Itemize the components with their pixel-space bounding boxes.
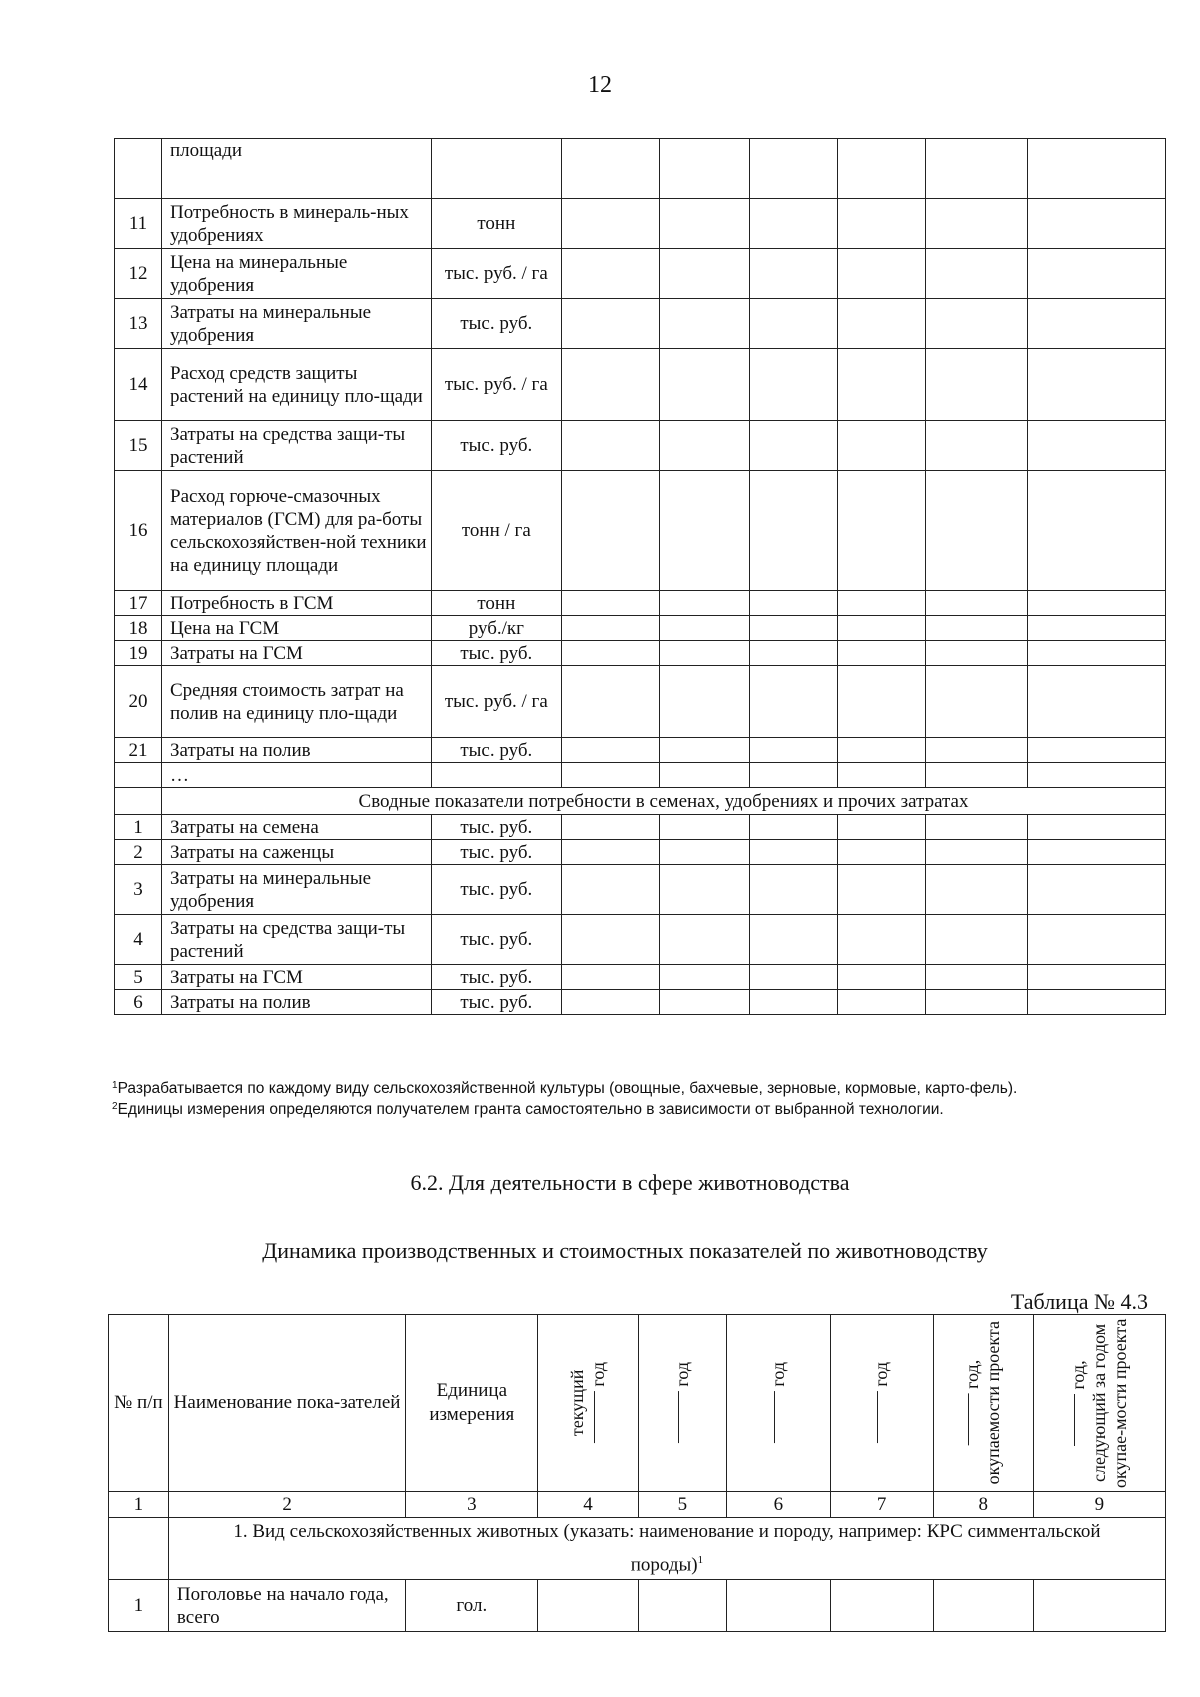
row-number: 16 <box>115 471 162 591</box>
value-cell <box>1028 815 1166 840</box>
row-name: Затраты на семена <box>162 815 432 840</box>
value-cell <box>562 591 660 616</box>
value-cell <box>750 349 838 421</box>
row-number: 5 <box>115 965 162 990</box>
value-cell <box>562 763 660 788</box>
value-cell <box>1028 616 1166 641</box>
table-row <box>115 965 1166 990</box>
value-cell <box>562 815 660 840</box>
value-cell <box>750 990 838 1015</box>
footnote-1: $^1$Разрабатывается по каждому виду сельскохозяйственной культуры (овощные, бахчевые, зерновые, кормовые, карто-фель). <box>112 1080 1018 1097</box>
value-cell <box>925 299 1027 349</box>
value-cell <box>660 965 750 990</box>
section-text: 1. Вид сельскохозяйственных животных (указать: наименование и породу, например: КРС симментальской породы) <box>233 1521 1101 1576</box>
value-cell <box>837 349 925 421</box>
value-cell <box>660 421 750 471</box>
value-cell <box>1028 915 1166 965</box>
row-number: 19 <box>115 641 162 666</box>
value-cell <box>1028 763 1166 788</box>
row-number: 3 <box>115 865 162 915</box>
table-row <box>115 840 1166 865</box>
value-cell <box>750 865 838 915</box>
value-cell <box>925 641 1027 666</box>
value-cell <box>925 915 1027 965</box>
row-unit: руб./кг <box>431 616 562 641</box>
value-cell <box>660 471 750 591</box>
row-name: Цена на минеральные удобрения <box>162 249 432 299</box>
header-year-6: год <box>727 1315 830 1492</box>
page-number: 12 <box>588 72 612 98</box>
table-row <box>115 591 1166 616</box>
row-number <box>115 788 162 815</box>
table-row <box>115 763 1166 788</box>
table-row <box>115 471 1166 591</box>
value-cell <box>925 591 1027 616</box>
value-cell <box>925 471 1027 591</box>
value-cell <box>660 990 750 1015</box>
row-unit <box>431 763 562 788</box>
row-unit: тыс. руб. <box>431 421 562 471</box>
value-cell <box>837 666 925 738</box>
column-number: 9 <box>1033 1492 1165 1518</box>
value-cell <box>1028 865 1166 915</box>
value-cell <box>837 471 925 591</box>
header-num: № п/п <box>109 1315 169 1492</box>
row-number: 4 <box>115 915 162 965</box>
row-number: 17 <box>115 591 162 616</box>
value-cell <box>660 738 750 763</box>
value-cell <box>925 965 1027 990</box>
column-number: 5 <box>638 1492 727 1518</box>
row-name: Потребность в минераль-ных удобрениях <box>162 199 432 249</box>
row-unit: тыс. руб. / га <box>431 666 562 738</box>
row-number: 20 <box>115 666 162 738</box>
value-cell <box>1028 840 1166 865</box>
value-cell <box>750 641 838 666</box>
column-number: 3 <box>406 1492 538 1518</box>
row-unit: тыс. руб. <box>431 815 562 840</box>
value-cell <box>1028 641 1166 666</box>
table-row <box>115 915 1166 965</box>
summary-heading-row <box>115 788 1166 815</box>
row-unit: тыс. руб. / га <box>431 349 562 421</box>
value-cell <box>837 815 925 840</box>
column-number: 6 <box>727 1492 830 1518</box>
value-cell <box>837 738 925 763</box>
column-number: 7 <box>830 1492 933 1518</box>
row-unit <box>431 139 562 199</box>
row-unit: тыс. руб. <box>431 990 562 1015</box>
row-number: 2 <box>115 840 162 865</box>
value-cell <box>660 865 750 915</box>
table2-header-row <box>109 1315 1166 1492</box>
value-cell <box>837 421 925 471</box>
table-row <box>115 666 1166 738</box>
row-name: Расход горюче-смазочных материалов (ГСМ) для ра-боты сельскохозяйствен-ной техники на единицу площади <box>162 471 432 591</box>
row-unit: тонн <box>431 591 562 616</box>
column-number: 8 <box>933 1492 1033 1518</box>
value-cell <box>837 990 925 1015</box>
row-name: Затраты на ГСМ <box>162 641 432 666</box>
column-number: 1 <box>109 1492 169 1518</box>
row-unit: гол. <box>406 1580 538 1632</box>
value-cell <box>562 666 660 738</box>
header-current-year: текущий год <box>538 1315 638 1492</box>
row-unit: тыс. руб. <box>431 965 562 990</box>
value-cell <box>837 591 925 616</box>
footnote-2: $^2$Единицы измерения определяются получателем гранта самостоятельно в зависимости от выбранной технологии. <box>112 1101 944 1118</box>
value-cell <box>837 249 925 299</box>
table-label: Таблица № 4.3 <box>1010 1289 1148 1314</box>
value-cell <box>562 471 660 591</box>
livestock-table <box>108 1314 1166 1632</box>
value-cell <box>750 965 838 990</box>
table-row <box>115 349 1166 421</box>
row-name: Расход средств защиты растений на единицу пло-щади <box>162 349 432 421</box>
column-number-row <box>109 1492 1166 1518</box>
value-cell <box>837 299 925 349</box>
table-row <box>115 865 1166 915</box>
value-cell <box>562 199 660 249</box>
table-row <box>115 199 1166 249</box>
value-cell <box>837 763 925 788</box>
value-cell <box>925 421 1027 471</box>
value-cell <box>925 738 1027 763</box>
value-cell <box>562 840 660 865</box>
row-number: 13 <box>115 299 162 349</box>
value-cell <box>750 139 838 199</box>
value-cell <box>925 349 1027 421</box>
row-number: 21 <box>115 738 162 763</box>
table-row <box>115 738 1166 763</box>
value-cell <box>1028 965 1166 990</box>
row-unit: тыс. руб. <box>431 865 562 915</box>
value-cell <box>925 865 1027 915</box>
row-number <box>115 139 162 199</box>
footnotes <box>112 1078 1172 1120</box>
row-number: 15 <box>115 421 162 471</box>
value-cell <box>837 915 925 965</box>
value-cell <box>925 139 1027 199</box>
value-cell <box>750 666 838 738</box>
row-name: Затраты на минеральные удобрения <box>162 865 432 915</box>
table-row <box>115 249 1166 299</box>
row-name: Затраты на средства защи-ты растений <box>162 915 432 965</box>
value-cell <box>660 349 750 421</box>
value-cell <box>562 139 660 199</box>
value-cell <box>660 591 750 616</box>
value-cell <box>660 249 750 299</box>
value-cell <box>660 299 750 349</box>
value-cell <box>925 616 1027 641</box>
value-cell <box>750 915 838 965</box>
value-cell <box>562 865 660 915</box>
header-year-5: год <box>638 1315 727 1492</box>
animal-type-section <box>168 1518 1165 1580</box>
section-row <box>109 1518 1166 1580</box>
value-cell <box>660 139 750 199</box>
value-cell <box>1028 249 1166 299</box>
value-cell <box>750 199 838 249</box>
row-name: Затраты на полив <box>162 990 432 1015</box>
table-row <box>115 616 1166 641</box>
value-cell <box>925 763 1027 788</box>
row-name: Затраты на саженцы <box>162 840 432 865</box>
table-row <box>115 421 1166 471</box>
column-number: 2 <box>168 1492 405 1518</box>
value-cell <box>562 421 660 471</box>
value-cell <box>638 1580 727 1632</box>
value-cell <box>750 471 838 591</box>
row-number: 18 <box>115 616 162 641</box>
value-cell <box>1028 990 1166 1015</box>
value-cell <box>562 965 660 990</box>
row-unit: тонн / га <box>431 471 562 591</box>
value-cell <box>933 1580 1033 1632</box>
value-cell <box>750 249 838 299</box>
header-name: Наименование пока-зателей <box>168 1315 405 1492</box>
value-cell <box>837 865 925 915</box>
value-cell <box>750 815 838 840</box>
value-cell <box>925 666 1027 738</box>
value-cell <box>925 990 1027 1015</box>
value-cell <box>925 815 1027 840</box>
table-row <box>115 299 1166 349</box>
value-cell <box>727 1580 830 1632</box>
value-cell <box>562 990 660 1015</box>
value-cell <box>750 591 838 616</box>
value-cell <box>1028 591 1166 616</box>
row-unit: тыс. руб. <box>431 915 562 965</box>
table-row <box>115 139 1166 199</box>
value-cell <box>925 840 1027 865</box>
header-payback-year: год, окупаемости проекта <box>933 1315 1033 1492</box>
value-cell <box>830 1580 933 1632</box>
value-cell <box>660 666 750 738</box>
row-name: Затраты на ГСМ <box>162 965 432 990</box>
value-cell <box>750 840 838 865</box>
header-unit: Единица измерения <box>406 1315 538 1492</box>
value-cell <box>660 815 750 840</box>
value-cell <box>837 199 925 249</box>
value-cell <box>562 616 660 641</box>
row-unit: тонн <box>431 199 562 249</box>
value-cell <box>562 349 660 421</box>
value-cell <box>837 840 925 865</box>
value-cell <box>1028 139 1166 199</box>
value-cell <box>1028 421 1166 471</box>
value-cell <box>562 249 660 299</box>
row-name: Затраты на полив <box>162 738 432 763</box>
value-cell <box>750 616 838 641</box>
value-cell <box>925 199 1027 249</box>
value-cell <box>837 616 925 641</box>
row-name: площади <box>162 139 432 199</box>
value-cell <box>538 1580 638 1632</box>
value-cell <box>660 840 750 865</box>
header-next-year: год, следующий за годом окупае-мости проекта <box>1033 1315 1165 1492</box>
value-cell <box>1033 1580 1165 1632</box>
value-cell <box>562 299 660 349</box>
value-cell <box>837 965 925 990</box>
value-cell <box>562 641 660 666</box>
table-row <box>115 990 1166 1015</box>
table-row <box>109 1580 1166 1632</box>
row-name: Средняя стоимость затрат на полив на единицу пло-щади <box>162 666 432 738</box>
value-cell <box>660 616 750 641</box>
crop-costs-table <box>114 138 1166 1015</box>
row-number: 1 <box>109 1580 169 1632</box>
value-cell <box>1028 349 1166 421</box>
row-number: 14 <box>115 349 162 421</box>
row-number: 11 <box>115 199 162 249</box>
value-cell <box>660 641 750 666</box>
value-cell <box>750 421 838 471</box>
row-number: 12 <box>115 249 162 299</box>
value-cell <box>750 738 838 763</box>
table-row <box>115 815 1166 840</box>
row-number <box>109 1518 169 1580</box>
row-unit: тыс. руб. <box>431 641 562 666</box>
row-name: Поголовье на начало года, всего <box>168 1580 405 1632</box>
value-cell <box>660 763 750 788</box>
value-cell <box>925 249 1027 299</box>
header-year-7: год <box>830 1315 933 1492</box>
section-heading: 6.2. Для деятельности в сфере животноводства <box>410 1170 850 1195</box>
table-row <box>115 641 1166 666</box>
row-name: Затраты на средства защи-ты растений <box>162 421 432 471</box>
row-unit: тыс. руб. <box>431 738 562 763</box>
row-name: Цена на ГСМ <box>162 616 432 641</box>
row-number <box>115 763 162 788</box>
row-number: 6 <box>115 990 162 1015</box>
row-name: … <box>162 763 432 788</box>
value-cell <box>562 915 660 965</box>
row-name: Потребность в ГСМ <box>162 591 432 616</box>
value-cell <box>1028 299 1166 349</box>
footnote-mark: 1 <box>697 1554 704 1566</box>
row-unit: тыс. руб. <box>431 840 562 865</box>
value-cell <box>562 738 660 763</box>
summary-heading: Сводные показатели потребности в семенах, удобрениях и прочих затратах <box>162 788 1166 815</box>
column-number: 4 <box>538 1492 638 1518</box>
value-cell <box>837 641 925 666</box>
value-cell <box>660 199 750 249</box>
value-cell <box>660 915 750 965</box>
value-cell <box>1028 666 1166 738</box>
value-cell <box>1028 471 1166 591</box>
table-title: Динамика производственных и стоимостных показателей по животноводству <box>262 1238 988 1263</box>
value-cell <box>837 139 925 199</box>
row-number: 1 <box>115 815 162 840</box>
value-cell <box>1028 199 1166 249</box>
value-cell <box>1028 738 1166 763</box>
row-unit: тыс. руб. <box>431 299 562 349</box>
row-name: Затраты на минеральные удобрения <box>162 299 432 349</box>
value-cell <box>750 763 838 788</box>
value-cell <box>750 299 838 349</box>
row-unit: тыс. руб. / га <box>431 249 562 299</box>
